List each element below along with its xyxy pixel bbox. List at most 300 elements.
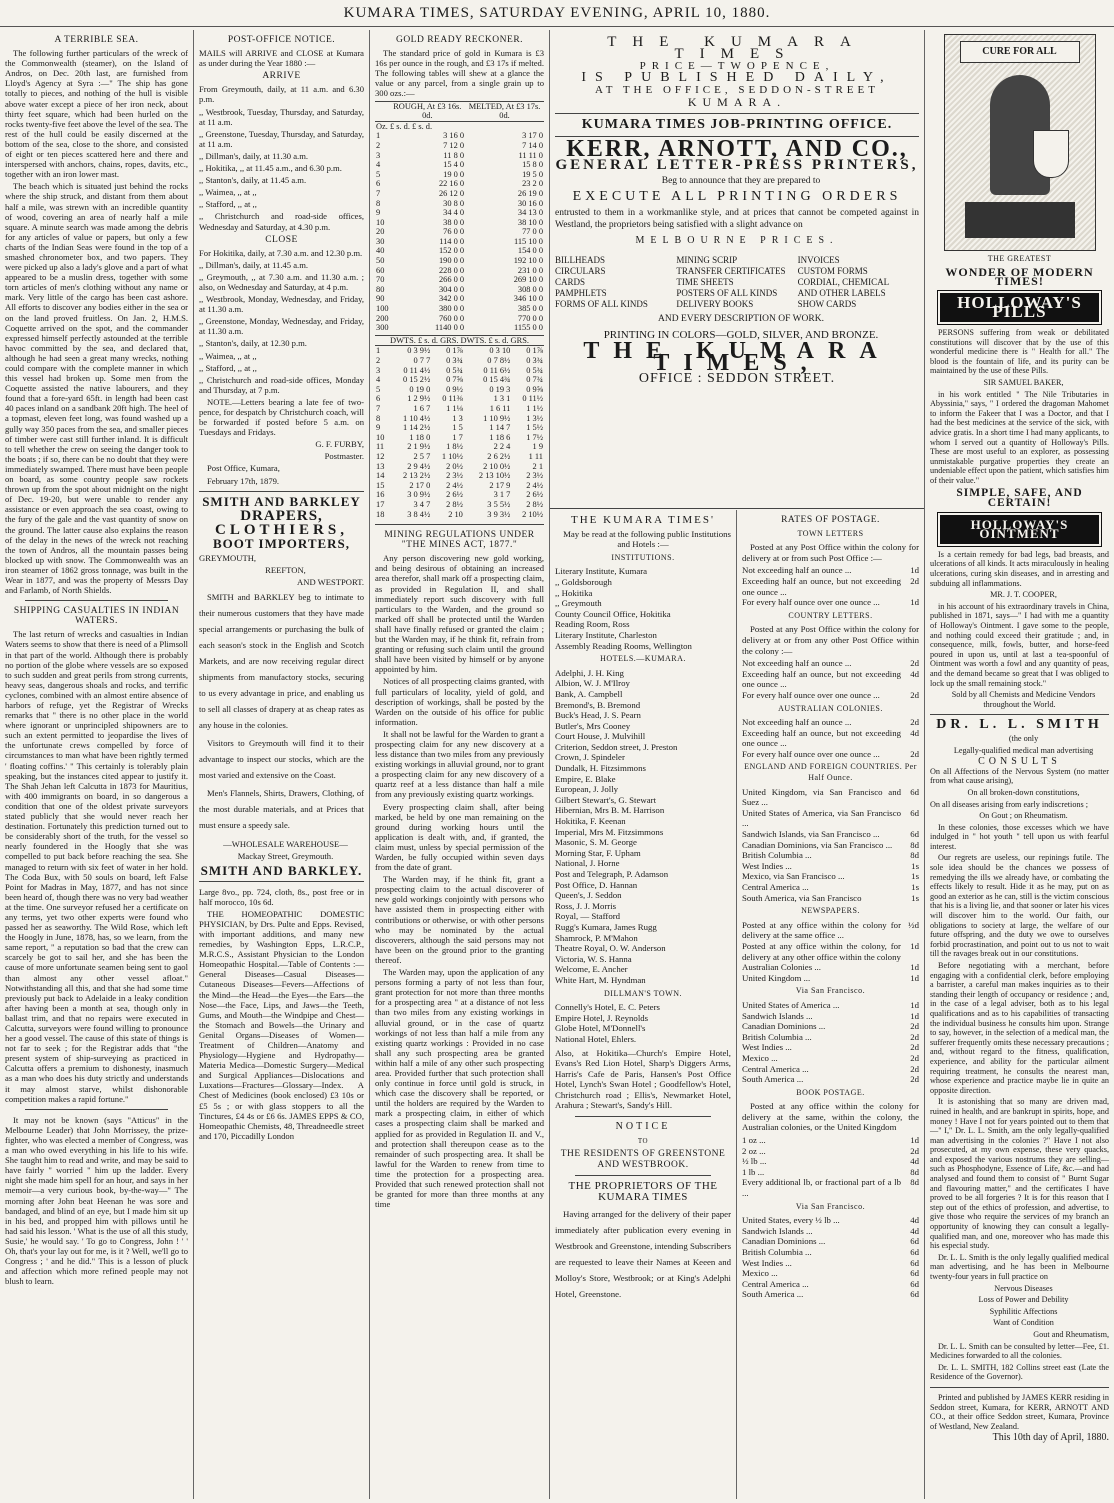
table-cell: 34 4 0 bbox=[443, 208, 465, 218]
close-list bbox=[199, 248, 364, 395]
rate-label: 1 oz ... bbox=[742, 1135, 766, 1146]
paragraph: Dr. L. L. Smith is the only legally qualified medical man advertising, and he has been in Melbourne twenty-four years in full practice on bbox=[930, 1252, 1109, 1281]
rate-row bbox=[742, 850, 919, 861]
table-row bbox=[375, 414, 544, 424]
rate-value: 2d bbox=[910, 658, 919, 669]
table-cell: 11 8 0 bbox=[443, 150, 465, 160]
kerr-text: entrusted to them in a workmanlike style, and at prices that cannot be competed against in Westland, the proprietors being satisfied with a slight advance on bbox=[555, 208, 919, 230]
list-item: County Council Office, Hokitika bbox=[555, 608, 671, 619]
table-cell: 11 bbox=[376, 442, 385, 452]
print-item: TRANSFER CERTIFICATES bbox=[676, 266, 786, 276]
table-cell: 1 10½ bbox=[441, 451, 463, 461]
rate-value: 2d bbox=[910, 1074, 919, 1085]
kerr-sub: GENERAL LETTER-PRESS PRINTERS, bbox=[555, 157, 919, 173]
table-cell: 1 1⅛ bbox=[446, 403, 463, 413]
table-row bbox=[375, 246, 544, 256]
list-item: Post Office, D. Hannan bbox=[555, 879, 638, 890]
rate-value: 4d bbox=[910, 1225, 919, 1236]
table-cell: 1 11 bbox=[528, 451, 543, 461]
table-cell: 2 10½ bbox=[522, 509, 543, 519]
table-cell: 1 3 bbox=[452, 413, 463, 423]
table-row bbox=[375, 442, 544, 452]
rate-row bbox=[742, 882, 919, 893]
table-row bbox=[375, 275, 544, 285]
table-cell: 115 10 0 bbox=[513, 236, 543, 246]
table-cell: 0 1⅞ bbox=[526, 346, 543, 356]
table-row bbox=[375, 375, 544, 385]
consult-item: On all Affections of the Nervous System (no matter from what cause arising), bbox=[930, 766, 1109, 786]
consults: CONSULTS bbox=[978, 756, 1061, 768]
paragraph: The Warden may, upon the application of any persons forming a party of not less than four, grant protection for not more than three months for a prospecting area " at a distance of not less than two miles from any existing workings in alluvial ground, or in the case of quartz workings of not less than half a mile from any existing quartz workings : Provided in no case shall any such prospecting area be granted within half a mile of any other such prospecting area. Provided further that such protection shall only continue in force until gold is struck, in which case the discovery shall be reported, or until the holders are required by the Warden to mark a prospecting claim, in either of which cases a prospecting claim shall be marked and applied for as provided in Regulation II. and V., and protection shall thereupon cease as to the remainder of such prospecting area. It shall be lawful for the Warden to renew from time to time the protection for a prospecting area. Provided that such renewed protection shall not be granted for more than three months at any time bbox=[375, 967, 544, 1210]
gold-table-oz bbox=[375, 101, 544, 333]
table-cell: 22 16 0 bbox=[438, 179, 465, 189]
list-item: ,, Greymouth bbox=[555, 598, 602, 609]
list-item: Welcome, E. Ancher bbox=[555, 964, 628, 975]
homeo-text: THE HOMEOPATHIC DOMESTIC PHYSICIAN, by Drs. Pulte and Epps. Revised, with important additions, and many new remedies, by Washington Epps, L.R.C.P., M.R.C.S., Assistant Physician to the London Homeopathic Hospital.—Table of Contents :—General Diseases—Casual Diseases—Cutaneous Diseases—Fevers—Affections of the Mind—the Head—the Eyes—the Ears—the Nose—the Face, Lips, and Jaws—the Teeth, Gums, and Mouth—the Windpipe and Chest—the Stomach and Bowels—the Urinary and Genital Organs—Diseases of Women—Treatment of Children—Anatomy and Physiology—Hygiene and Hydropathy—Materia Medica—Domestic Surgery—Medical and Surgical Appliances—Dislocations and Luxations—Fractures—Glossary—Index. A Chest of Medicines (book enclosed) £3 10s or £5 5s ; or with glass stoppers to all the Tinctures, £4 4s or £6 6s. JAMES EPPS & CO, Homeopathic Chemists, 48, Threadneedle street and 170, Piccadilly London bbox=[199, 908, 364, 1141]
rate-value: 1s bbox=[911, 871, 919, 882]
table-cell: 152 0 0 bbox=[438, 246, 465, 256]
rate-label: Sandwich Islands ... bbox=[742, 1010, 813, 1021]
table-cell: 346 10 0 bbox=[513, 294, 543, 304]
table-cell: 3 bbox=[376, 150, 381, 160]
table-row bbox=[375, 141, 544, 151]
rate-value: 8d bbox=[910, 1177, 919, 1188]
table-cell: 0 15 2½ bbox=[403, 375, 431, 385]
print-item: POSTERS OF ALL KINDS bbox=[676, 288, 778, 298]
post-title: POST-OFFICE NOTICE. bbox=[227, 35, 336, 45]
list-item: Empire, E. Blake bbox=[555, 773, 616, 784]
rate-row bbox=[742, 1053, 919, 1064]
post-sign: G. F. FURBY, bbox=[315, 439, 364, 450]
via2-title: Via San Francisco. bbox=[795, 1201, 866, 1211]
table-row bbox=[375, 490, 544, 500]
divider bbox=[25, 600, 168, 601]
list-item: National, J. Horne bbox=[555, 858, 620, 869]
table-cell: 2 3½ bbox=[526, 471, 543, 481]
table-row bbox=[375, 151, 544, 161]
list-item: Royal, — Stafford bbox=[555, 911, 621, 922]
table-cell: 19 5 0 bbox=[522, 169, 543, 179]
prop-title: THE PROPRIETORS OF THE KUMARA TIMES bbox=[568, 1180, 718, 1204]
table-cell: 3 bbox=[376, 365, 381, 375]
rate-value: 2d bbox=[910, 575, 919, 586]
list-item: Assembly Reading Rooms, Wellington bbox=[555, 640, 692, 651]
table-row bbox=[375, 179, 544, 189]
list-item: White Hart, M. Hyndman bbox=[555, 974, 646, 985]
table-cell: 2 1 9½ bbox=[407, 442, 431, 452]
consult-item: On all diseases arising from early indiscretions ; bbox=[930, 799, 1089, 809]
table-cell: 1 8½ bbox=[446, 442, 463, 452]
gold-table-dwts bbox=[375, 335, 544, 519]
table-cell: 3 9 3½ bbox=[487, 509, 511, 519]
divider bbox=[930, 1387, 1109, 1388]
table-cell: 16 bbox=[376, 490, 385, 500]
table-row bbox=[375, 208, 544, 218]
print-item: AND OTHER LABELS bbox=[797, 288, 886, 298]
table-cell: 2 2 4 bbox=[493, 442, 511, 452]
rate-label: Not exceeding half an ounce ... bbox=[742, 717, 852, 728]
rate-value: 6d bbox=[910, 1236, 919, 1247]
rate-label: Australian Colonies ... bbox=[742, 962, 821, 973]
rate-row bbox=[742, 1177, 919, 1198]
table-cell: 228 0 0 bbox=[438, 265, 465, 275]
rate-label: Central America ... bbox=[742, 1063, 809, 1074]
simple: SIMPLE, SAFE, AND CERTAIN! bbox=[956, 487, 1083, 510]
table-cell: 1 6 11 bbox=[489, 403, 511, 413]
table-cell: 26 19 0 bbox=[517, 188, 543, 198]
rate-label: 2 oz ... bbox=[742, 1145, 766, 1156]
table-cell: 380 0 0 bbox=[438, 304, 465, 314]
rate-value: 1d bbox=[910, 1010, 919, 1021]
rate-label: Every additional lb, or fractional part of a lb ... bbox=[742, 1177, 901, 1199]
cooper-name: MR. J. T. COOPER, bbox=[990, 590, 1057, 600]
rate-row bbox=[742, 920, 919, 941]
consult-item: On Gout ; on Rheumatism. bbox=[979, 811, 1068, 821]
table-cell: 3 4 7 bbox=[413, 499, 431, 509]
dillman-title: DILLMAN'S TOWN. bbox=[604, 988, 682, 998]
table-cell: 2 6½ bbox=[526, 490, 543, 500]
list-item: Crown, J. Spindeler bbox=[555, 752, 625, 763]
table-cell: 30 16 0 bbox=[517, 198, 543, 208]
list-item: Rugg's Kumara, James Rugg bbox=[555, 921, 657, 932]
consult-item: On all broken-down constitutions, bbox=[967, 787, 1080, 797]
rate-label: Posted at any office within the colony for delivery at the same office ... bbox=[742, 919, 901, 941]
times-title: THE KUMARA TIMES bbox=[607, 34, 867, 62]
table-cell: 0 3 9½ bbox=[407, 346, 431, 356]
smith-addr: Dr. L. L. SMITH, 182 Collins street east (Late the Residence of the Governor). bbox=[930, 1362, 1109, 1382]
table-cell: 1 bbox=[376, 346, 381, 356]
paragraph: Men's Flannels, Shirts, Drawers, Clothing, of the most durable materials, and at Prices that must ensure a speedy sale. bbox=[199, 788, 364, 831]
job-title: KUMARA TIMES JOB-PRINTING OFFICE. bbox=[581, 117, 893, 132]
table-row bbox=[375, 160, 544, 170]
table-cell: 1 2 9½ bbox=[407, 394, 431, 404]
town-intro: Posted at any Post Office within the colony for delivery at or from such Post Office :— bbox=[742, 542, 919, 563]
print-item: PAMPHLETS bbox=[555, 288, 607, 298]
table-cell: 3 8 4½ bbox=[407, 509, 431, 519]
table-cell: 2 10 0½ bbox=[483, 461, 511, 471]
table-cell: 0 11⅜ bbox=[442, 394, 463, 404]
table-cell: 15 8 0 bbox=[522, 160, 543, 170]
table-cell: 0 3 10 bbox=[489, 346, 511, 356]
paragraph: It may not be known (says "Atticus" in the Melbourne Leader) that John Morrissey, the prize-fighter, who was elected a member of Congress, was a man who owed everything in his life to his wife. She taught him to read and write, and may be said to have fairly " worried " him up the ladder. Every night she made him spell for an hour, and says in her memoir—a very curious book, by-the-way—" The morning after John beat Heenan he was sore and bandaged, and blind of an eye, but I made him sit up in his bed, and propped him with pillows until he had said his lesson. ' What is the use of all this study, Susie,' he would say. ' To go to Congress, John ! ' ' Oh, that's your lay out for me, is it ? Well, we'll go to Congress ; ' and he did." This is a lesson of pluck and affection which more refined people may not blush to learn. bbox=[5, 1114, 188, 1287]
table-cell: 26 12 0 bbox=[438, 188, 465, 198]
print-item: SHOW CARDS bbox=[797, 299, 857, 309]
times-office: OFFICE : SEDDON STREET. bbox=[638, 371, 836, 386]
list-item: ,, Dillman's, daily, at 11.45 a.m. bbox=[199, 259, 309, 270]
rate-value: 2d bbox=[910, 1031, 919, 1042]
table-cell: 50 bbox=[376, 256, 385, 266]
table-cell: 0 7 7 bbox=[413, 356, 431, 365]
print-item: CARDS bbox=[555, 277, 586, 287]
smith-legal: Legally-qualified medical man advertising bbox=[953, 745, 1094, 755]
rate-row bbox=[742, 840, 919, 851]
table-cell: 80 bbox=[376, 284, 385, 294]
table-cell: 2 10 bbox=[448, 509, 463, 519]
table-row bbox=[375, 385, 544, 395]
rate-row bbox=[742, 669, 919, 690]
divider bbox=[25, 1109, 168, 1110]
table-row bbox=[375, 285, 544, 295]
print-item: CORDIAL, CHEMICAL bbox=[797, 277, 890, 287]
divider bbox=[555, 113, 919, 114]
mining-title: MINING REGULATIONS UNDER "THE MINES ACT, 1877." bbox=[384, 530, 535, 551]
list-item: Literary Institute, Charleston bbox=[555, 629, 657, 640]
column-1 bbox=[0, 32, 193, 1497]
divider bbox=[930, 714, 1109, 715]
table-cell: 2 6 2½ bbox=[487, 451, 511, 461]
table-cell: 1155 0 0 bbox=[513, 323, 543, 333]
sea-title: A TERRIBLE SEA. bbox=[54, 35, 139, 45]
table-cell: 34 13 0 bbox=[517, 208, 543, 218]
list-item: Albion, W. J. M'Ilroy bbox=[555, 678, 630, 689]
table-row bbox=[375, 323, 544, 333]
rate-row bbox=[742, 1146, 919, 1157]
table-cell: 8 bbox=[376, 198, 381, 208]
rate-label: South America, via San Francisco bbox=[742, 892, 862, 903]
table-row bbox=[375, 471, 544, 481]
list-item: Masonic, S. M. George bbox=[555, 837, 637, 848]
kerr-title: KERR, ARNOTT, AND CO., bbox=[566, 136, 908, 162]
table-row bbox=[375, 356, 544, 366]
kerr-melb: MELBOURNE PRICES. bbox=[635, 235, 839, 246]
table-cell: 2 9 4½ bbox=[407, 461, 431, 471]
rate-label: Mexico ... bbox=[742, 1268, 778, 1279]
rate-label: United States, every ½ lb ... bbox=[742, 1215, 840, 1226]
rate-value: 6d bbox=[910, 807, 919, 818]
table-cell: 1 bbox=[376, 131, 381, 141]
eng-rates bbox=[742, 787, 919, 904]
rate-value: 1d bbox=[910, 1135, 919, 1146]
rate-row bbox=[742, 1247, 919, 1258]
country-rates bbox=[742, 658, 919, 700]
table-cell: 38 0 0 bbox=[443, 217, 465, 227]
table-row bbox=[375, 394, 544, 404]
post-note: NOTE.—Letters bearing a late fee of two-pence, for despatch by Christchurch coach, will be forwarded if posted before 5 a.m. on Tuesdays and Fridays. bbox=[199, 396, 364, 438]
table-cell: 30 8 0 bbox=[443, 198, 465, 208]
rate-label: 1 lb ... bbox=[742, 1166, 765, 1177]
list-item: ,, Greenstone, Monday, Wednesday, and Friday, at 11.30 a.m. bbox=[199, 316, 364, 337]
via-rates bbox=[742, 1000, 919, 1085]
table-row bbox=[375, 481, 544, 491]
notice-title: NOTICE bbox=[615, 1121, 671, 1133]
rate-label: Not exceeding half an ounce ... bbox=[742, 565, 852, 576]
table-row bbox=[375, 237, 544, 247]
table-cell: 13 bbox=[376, 461, 385, 471]
table-cell: 6 bbox=[376, 394, 381, 404]
via-title: Via San Francisco. bbox=[795, 986, 866, 996]
list-item: ,, Stafford, ,, at ,, bbox=[199, 199, 257, 210]
rate-row bbox=[742, 1289, 919, 1300]
wonder: WONDER OF MODERN TIMES! bbox=[945, 264, 1094, 289]
table-cell: 0 19 3 bbox=[489, 384, 511, 394]
times-big: THE KUMARA TIMES, bbox=[583, 338, 891, 376]
table-cell: 1140 0 0 bbox=[435, 323, 465, 333]
rate-row bbox=[742, 1074, 919, 1085]
rate-label: Mexico, via San Francisco ... bbox=[742, 871, 845, 882]
post-sign-role: Postmaster. bbox=[324, 451, 364, 462]
table-cell: 40 bbox=[376, 246, 385, 256]
table-cell: 231 0 0 bbox=[517, 265, 543, 275]
list-item: Adelphi, J. H. King bbox=[555, 667, 624, 678]
print-row bbox=[555, 299, 919, 310]
rate-label: United States of America, via San Francisco ... bbox=[742, 807, 901, 829]
table-cell: 100 bbox=[376, 304, 389, 314]
rate-value: 2d bbox=[910, 1042, 919, 1053]
print-item: CUSTOM FORMS bbox=[797, 266, 868, 276]
paragraph: SMITH and BARKLEY beg to intimate to their numerous customers that they have made special arrangements or purchasing the bulk of each season's stock in the English and Scotch Markets, and are now receiving regular direct shipments from manufactory stocks, securing to us every advantage in price, and enabling us to sell all classes of drapery at as cheap rates as any house in the colonies. bbox=[199, 592, 364, 731]
rate-value: 6d bbox=[910, 786, 919, 797]
table-cell: 1 18 6 bbox=[489, 432, 511, 442]
table-cell: 1 7 bbox=[452, 432, 463, 442]
rate-value: 1d bbox=[910, 940, 919, 951]
table-cell: 114 0 0 bbox=[439, 236, 465, 246]
list-item: ,, Westbrook, Tuesday, Thursday, and Saturday, at 11 a.m. bbox=[199, 106, 364, 127]
table-cell: 3 5 5½ bbox=[487, 499, 511, 509]
smith-place: REEFTON, bbox=[265, 565, 306, 576]
rate-label: ½ lb ... bbox=[742, 1156, 767, 1167]
rate-value: 2d bbox=[910, 689, 919, 700]
times-at: AT THE OFFICE, SEDDON-STREET bbox=[595, 84, 879, 96]
rate-row bbox=[742, 1279, 919, 1290]
rate-value: 6d bbox=[910, 829, 919, 840]
pills-text: PERSONS suffering from weak or debilitated constitutions will discover that by the use of this wonderful medicine there is " Health for all." The blood is the fountain of life, and its purity can be maintained by the use of these Pills. bbox=[930, 327, 1109, 376]
book-rates bbox=[742, 1135, 919, 1177]
table-cell: 3 17 0 bbox=[522, 131, 543, 141]
table-cell: 9 bbox=[376, 423, 381, 433]
table-cell: 15 4 0 bbox=[443, 160, 465, 170]
table-cell: 1 3½ bbox=[526, 413, 543, 423]
hygeia-engraving-image bbox=[944, 34, 1096, 251]
paragraph: Notices of all prospecting claims granted, with full particulars of locality, yield of gold, and description of workings, shall be posted by the Warden on the outside of his office for public information. bbox=[375, 676, 544, 727]
notice-to: TO bbox=[637, 1136, 649, 1145]
cooper-text: in his account of his extraordinary travels in China, published in 1871, says—" I had with me a quantity of Holloway's Ointment. I gave some to the people, and nothing could exceed their gratitude ; and, in consequence, milk, fowls, butter, and horse-feed poured in upon us, until at last a tea-spoonful of Ointment was worth a fowl and any quantity of peas, and the demand became so great that I was obliged to lock up the small remaining stock." bbox=[930, 601, 1109, 688]
table-cell: 4 bbox=[376, 160, 381, 170]
table-cell: 2 5 7 bbox=[413, 451, 431, 461]
rate-label: Canadian Dominions, via San Francisco ... bbox=[742, 839, 893, 850]
table-row bbox=[375, 218, 544, 228]
rate-label: Not exceeding half an ounce ... bbox=[742, 658, 852, 669]
table-cell: 1 10 9½ bbox=[483, 413, 511, 423]
table-cell: 2 0½ bbox=[446, 461, 463, 471]
list-item: Hokitika, F. Keenan bbox=[555, 816, 626, 827]
rate-label: United Kingdom ... bbox=[742, 972, 811, 983]
masthead: KUMARA TIMES, SATURDAY EVENING, APRIL 10, 1880. bbox=[0, 0, 1114, 27]
arrive-list bbox=[199, 84, 364, 231]
smith-name: DR. L. L. SMITH bbox=[936, 717, 1103, 733]
table-cell: 38 10 0 bbox=[517, 217, 543, 227]
seal-scroll: CURE FOR ALL bbox=[960, 41, 1080, 63]
table-cell: 0 11 4½ bbox=[403, 365, 431, 375]
table-cell: 1 14 7 bbox=[489, 423, 511, 433]
rate-label: West Indies ... bbox=[742, 860, 792, 871]
country-title: COUNTRY LETTERS. bbox=[788, 610, 873, 620]
list-item: Theatre Royal, O. W. Anderson bbox=[555, 943, 666, 954]
table-cell: 2 3½ bbox=[446, 471, 463, 481]
print-item: INVOICES bbox=[797, 255, 840, 265]
rate-value: 2d bbox=[910, 748, 919, 759]
table-cell: 3 16 0 bbox=[443, 131, 465, 141]
date-line: This 10th day of April, 1880. bbox=[992, 1432, 1109, 1444]
paragraph: Our regrets are useless, our repinings futile. The sole idea should be the chances we possess of remedying the ills we already have, or combating the effects likely to result. Hide it as he may, put on as good an exterior as he can, still is the victim conscious that his is a living lie, and that sooner or later his vices will discover him to the world. Our faith, our obligations to society at large, the welfare of our future offspring, and the duty we owe to ourselves forbid procrastination, and point out to us not to wait till the ravages break out in our constitutions. bbox=[930, 853, 1109, 959]
rate-label: Sandwich Islands ... bbox=[742, 1225, 813, 1236]
rate-row bbox=[742, 962, 919, 973]
aus-rates bbox=[742, 717, 919, 759]
table-cell: 5 bbox=[376, 169, 381, 179]
rate-value: 1s bbox=[911, 860, 919, 871]
table-cell: 1 14 2½ bbox=[403, 423, 431, 433]
table-cell: 17 bbox=[376, 499, 385, 509]
disease-item: Syphilitic Affections bbox=[989, 1306, 1058, 1316]
rate-label: For every half ounce over one ounce ... bbox=[742, 748, 880, 759]
list-item: Queen's, J. Seddon bbox=[555, 890, 622, 901]
disease-item: Nervous Diseases bbox=[994, 1283, 1053, 1293]
list-item: ,, Stafford, ,, at ,, bbox=[199, 362, 257, 373]
table-cell: 2 17 9 bbox=[489, 480, 511, 490]
table-cell: 10 bbox=[376, 432, 385, 442]
list-item: For Hokitika, daily, at 7.30 a.m. and 12.30 p.m. bbox=[199, 247, 363, 258]
news-title: NEWSPAPERS. bbox=[801, 906, 860, 916]
table-cell: 19 0 0 bbox=[443, 169, 465, 179]
hotels-title: HOTELS.—KUMARA. bbox=[600, 654, 686, 664]
list-item: ,, Waimea, ,, at ,, bbox=[199, 187, 257, 198]
table-cell: 0 5¾ bbox=[446, 365, 463, 375]
print-row bbox=[555, 266, 919, 277]
table-cell: 20 bbox=[376, 227, 385, 237]
print-every: AND EVERY DESCRIPTION OF WORK. bbox=[658, 314, 824, 324]
table-cell: 90 bbox=[376, 294, 385, 304]
paragraph: The last return of wrecks and casualties in Indian Waters seems to show that there is need of a Plimsoll in that part of the world. Although there is probably no portion of the globe where vessels are so exposed to such sudden and great perils from strong currents, heavy seas, dangerous shoals and rocks, and terrific cyclones, combined with an almost entire absence of harbors of refuge, yet the Registrar of Wrecks remarks that " there is no other place in the world where ignorant or unprincipled shipowners are to such an extent permitted to jeopardise the lives of the unfortunate crews compelled by force of circumstances to man what have been rightly termed ' floating coffins.' " This certainly is tolerably plain speaking, but the instances cited appear to justify it. The Shah Jehan left Calcutta in 1873 for Mauritius, with 400 immigrants on board, in so dangerous a condition that one of the oldest private surveyors stated publicly that she would never reach her destination. Fortunately this prediction turned out to be considerably short of the truth, for the vessel so nearly foundered in the Hoogly that she was compelled to put back before reaching the sea. She managed to return with six feet of water in her hold. The Coda Bux, with 50 souls on board, left False Point for Madras in May, 1877, and has not since been heard of, though there was no very bad weather at the time. One surveyor refused her a certificate on any terms, yet two other experts were found who passed her as seaworthy. The Wild Rose, which left the Hoogly in June, 1878, has, so we learn, from the same report, " a reputation so bad that the crew can scarcely be got to sail her, and she has been the cause of more unfortunate seamen being sent to gaol than almost any other vessel afloat." Notwithstanding all this, and that she had some time previously put back to Adelaide in a leaky condition after having been a month at sea, though only in ballast trim, and that no repairs were executed in Calcutta, surveyors were found willing to pronounce her a good vessel. The cause of this state of things is not far to seek ; for the Registrar adds that "the present system of ship-surveying as practiced in Calcutta offers a premium to dishonesty, inasmuch as a man who does his duty strictly and understands it may almost starve, whilst dishonorable competition makes a rapid fortune." bbox=[5, 629, 188, 1104]
list-item: Court House, J. Mulvihill bbox=[555, 731, 646, 742]
rate-value: 6d bbox=[910, 1289, 919, 1300]
rate-row bbox=[742, 829, 919, 840]
list-item: ,, Greymouth, ,, at 7.30 a.m. and 11.30 a.m. ; also, on Wednesday and Saturday, at 4 p.m. bbox=[199, 271, 364, 292]
list-item: Literary Institute, Kumara bbox=[555, 566, 648, 577]
rate-value: 2d bbox=[910, 1052, 919, 1063]
paragraph: Any person discovering new gold working, and being desirous of obtaining an increased area therefor, shall mark off a prospecting claim, as provided in Regulation II, and shall immediately report such discovery with full particulars to the Warden, and the ground so marked off shall be protected until the Warden shall have finally refused or granted the claim ; but the Warden may, if he think fit, refrain from granting or refusing such claim until the ground shall have been visited by himself or by anyone appointed by him. bbox=[375, 553, 544, 675]
rate-label: For every half ounce over one ounce ... bbox=[742, 689, 880, 700]
paragraph: Before negotiating with a merchant, before engaging with a confidential clerk, before employing a barrister, a careful man makes inquiries as to their standing their length of occupancy or residence ; and, in the case of a legal adviser, both as to his legal qualifications and as to his capabilities of transacting the individual business he consults him upon. Strange to say, however, in the selection of a medical man, the sufferer frequently omits these necessary precautions ; and, without regard to the fitness, qualification, experience, and ability for the particular ailment requiring treatment, he consults the nearest man, whose experience and practice maybe lie in quite an opposite direction. bbox=[930, 961, 1109, 1095]
table-row bbox=[375, 500, 544, 510]
print-item: TIME SHEETS bbox=[676, 277, 734, 287]
rate-row bbox=[742, 1156, 919, 1167]
rate-value: 6d bbox=[910, 1278, 919, 1289]
rate-value: 1s bbox=[911, 882, 919, 892]
table-row bbox=[375, 433, 544, 443]
printed-by: Printed and published by JAMES KERR residing in Seddon street, Kumara, for KERR, ARNOTT AND CO., at their office Seddon street, Kumara, Province of Westland, New Zealand. bbox=[930, 1392, 1109, 1431]
list-item: ,, Waimea, ,, at ,, bbox=[199, 350, 257, 361]
list-item: ,, Stanton's, daily, at 11.45 a.m. bbox=[199, 175, 307, 186]
table-cell: 2 4½ bbox=[526, 480, 543, 490]
rate-row bbox=[742, 1268, 919, 1279]
rate-label: United States of America ... bbox=[742, 999, 840, 1010]
rate-label: Central America ... bbox=[742, 1278, 809, 1289]
rate-value: 1d bbox=[910, 597, 919, 608]
eng-title: ENGLAND AND FOREIGN COUNTRIES. Per Half Ounce. bbox=[744, 762, 917, 783]
table-cell: 0 11½ bbox=[522, 394, 543, 404]
rate-value: 2d bbox=[910, 1063, 919, 1074]
table-cell: 2 6½ bbox=[446, 490, 463, 500]
list-item: Hibernian, Mrs B. M. Harrison bbox=[555, 805, 665, 816]
rate-value: 1d bbox=[910, 999, 919, 1010]
table-cell: 2 17 0 bbox=[409, 480, 431, 490]
list-item: ,, Hokitika, ,, at 11.45 a.m., and 6.30 p.m. bbox=[199, 163, 342, 174]
column-4a bbox=[550, 512, 736, 1497]
table-row bbox=[375, 294, 544, 304]
print-row bbox=[555, 255, 919, 266]
table-cell: 76 0 0 bbox=[443, 227, 465, 237]
rate-row bbox=[742, 1000, 919, 1011]
table-cell: 200 bbox=[376, 313, 389, 323]
